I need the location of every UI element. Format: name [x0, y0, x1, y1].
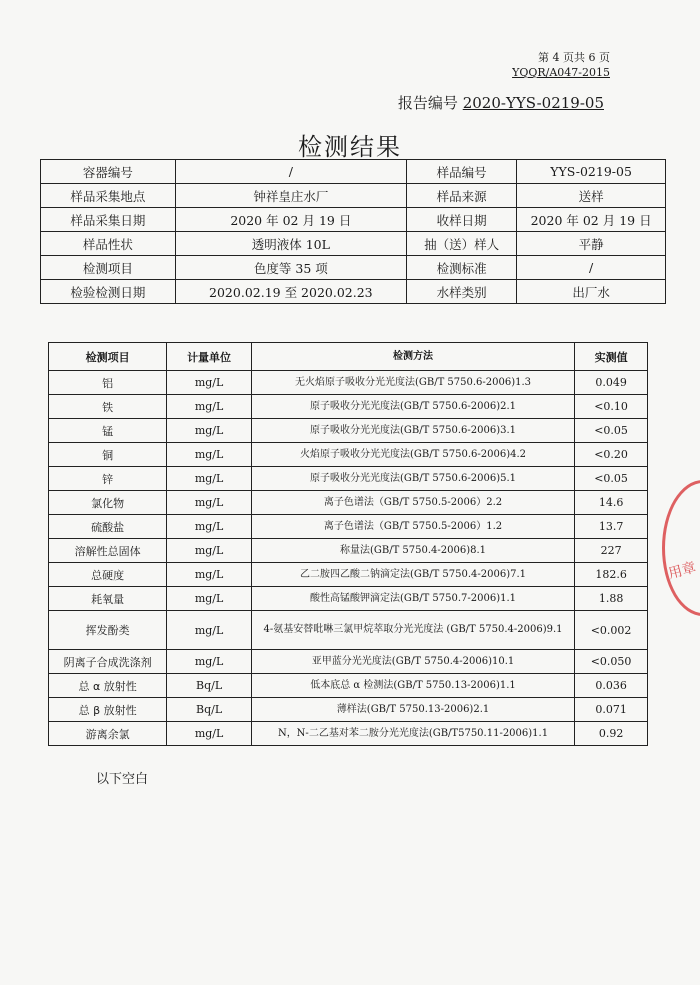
cell-item: 铝: [49, 371, 167, 395]
cell-item: 耗氧量: [49, 587, 167, 611]
info-label: 抽（送）样人: [406, 232, 516, 256]
cell-unit: mg/L: [167, 587, 252, 611]
blank-below-note: 以下空白: [96, 772, 149, 787]
table-row: [49, 587, 648, 611]
info-value: 2020 年 02 月 19 日: [175, 208, 406, 232]
info-label: 样品采集日期: [41, 208, 176, 232]
header-method: 检测方法: [251, 343, 574, 371]
cell-unit: mg/L: [167, 515, 252, 539]
seal-text: 用章: [666, 559, 698, 583]
info-value: 透明液体 10L: [175, 232, 406, 256]
cell-value: 0.036: [575, 674, 648, 698]
cell-method: 乙二胺四乙酸二钠滴定法(GB/T 5750.4-2006)7.1: [251, 563, 574, 587]
cell-method: 离子色谱法（GB/T 5750.5-2006）2.2: [251, 491, 574, 515]
header-item: 检测项目: [49, 343, 167, 371]
info-label: 检测项目: [41, 256, 176, 280]
header-value: 实测值: [575, 343, 648, 371]
page-title: 检测结果: [298, 133, 402, 161]
cell-item: 阴离子合成洗涤剂: [49, 650, 167, 674]
cell-item: 硫酸盐: [49, 515, 167, 539]
page-meta: [512, 50, 610, 80]
cell-method: 低本底总 α 检测法(GB/T 5750.13-2006)1.1: [251, 674, 574, 698]
results-table: [48, 342, 648, 746]
info-row: [41, 184, 666, 208]
cell-method: 亚甲蓝分光光度法(GB/T 5750.4-2006)10.1: [251, 650, 574, 674]
cell-item: 锰: [49, 419, 167, 443]
info-value: 出厂水: [517, 280, 666, 304]
cell-value: 1.88: [575, 587, 648, 611]
info-row: [41, 208, 666, 232]
cell-method: 薄样法(GB/T 5750.13-2006)2.1: [251, 698, 574, 722]
cell-value: <0.002: [575, 611, 648, 650]
info-label: 容器编号: [41, 160, 176, 184]
info-label: 检验检测日期: [41, 280, 176, 304]
cell-item: 游离余氯: [49, 722, 167, 746]
cell-value: <0.10: [575, 395, 648, 419]
report-number-line: [398, 92, 604, 113]
cell-value: 182.6: [575, 563, 648, 587]
cell-value: 14.6: [575, 491, 648, 515]
cell-item: 总 β 放射性: [49, 698, 167, 722]
results-header-row: [49, 343, 648, 371]
cell-method: 离子色谱法（GB/T 5750.5-2006）1.2: [251, 515, 574, 539]
table-row: [49, 563, 648, 587]
cell-method: N，N-二乙基对苯二胺分光光度法(GB/T5750.11-2006)1.1: [251, 722, 574, 746]
cell-unit: mg/L: [167, 467, 252, 491]
cell-unit: mg/L: [167, 563, 252, 587]
info-value: /: [175, 160, 406, 184]
info-value: /: [517, 256, 666, 280]
info-row: [41, 232, 666, 256]
cell-value: 227: [575, 539, 648, 563]
table-row: [49, 539, 648, 563]
cell-item: 铜: [49, 443, 167, 467]
cell-value: <0.05: [575, 419, 648, 443]
cell-method: 原子吸收分光光度法(GB/T 5750.6-2006)5.1: [251, 467, 574, 491]
cell-unit: mg/L: [167, 539, 252, 563]
table-row: [49, 515, 648, 539]
cell-method: 原子吸收分光光度法(GB/T 5750.6-2006)2.1: [251, 395, 574, 419]
table-row: [49, 491, 648, 515]
cell-item: 铁: [49, 395, 167, 419]
cell-value: 0.071: [575, 698, 648, 722]
info-row: [41, 280, 666, 304]
header-unit: 计量单位: [167, 343, 252, 371]
form-code: YQQR/A047-2015: [512, 66, 610, 79]
cell-method: 称量法(GB/T 5750.4-2006)8.1: [251, 539, 574, 563]
table-row: [49, 650, 648, 674]
cell-value: <0.050: [575, 650, 648, 674]
cell-value: <0.05: [575, 467, 648, 491]
table-row: [49, 698, 648, 722]
info-value: 2020.02.19 至 2020.02.23: [175, 280, 406, 304]
cell-item: 总硬度: [49, 563, 167, 587]
table-row: [49, 419, 648, 443]
report-number-label: 报告编号: [397, 94, 458, 112]
info-value: YYS-0219-05: [517, 160, 666, 184]
cell-item: 锌: [49, 467, 167, 491]
table-row: [49, 395, 648, 419]
cell-method: 无火焰原子吸收分光光度法(GB/T 5750.6-2006)1.3: [251, 371, 574, 395]
info-label: 样品性状: [41, 232, 176, 256]
info-value: 送样: [517, 184, 666, 208]
info-value: 平静: [517, 232, 666, 256]
cell-method: 酸性高锰酸钾滴定法(GB/T 5750.7-2006)1.1: [251, 587, 574, 611]
cell-unit: mg/L: [167, 650, 252, 674]
table-row: [49, 467, 648, 491]
cell-unit: mg/L: [167, 491, 252, 515]
info-value: 色度等 35 项: [175, 256, 406, 280]
cell-unit: mg/L: [167, 611, 252, 650]
cell-item: 总 α 放射性: [49, 674, 167, 698]
page-info: 第 4 页共 6 页: [538, 51, 610, 64]
cell-method: 4-氨基安替吡啉三氯甲烷萃取分光光度法 (GB/T 5750.4-2006)9.1: [251, 611, 574, 650]
info-label: 水样类别: [406, 280, 516, 304]
cell-unit: Bq/L: [167, 698, 252, 722]
cell-method: 原子吸收分光光度法(GB/T 5750.6-2006)3.1: [251, 419, 574, 443]
cell-unit: mg/L: [167, 722, 252, 746]
cell-method: 火焰原子吸收分光光度法(GB/T 5750.6-2006)4.2: [251, 443, 574, 467]
info-label: 检测标准: [406, 256, 516, 280]
info-value: 钟祥皇庄水厂: [175, 184, 406, 208]
cell-unit: mg/L: [167, 371, 252, 395]
sample-info-table: [40, 159, 666, 304]
cell-item: 挥发酚类: [49, 611, 167, 650]
cell-value: 0.92: [575, 722, 648, 746]
cell-value: <0.20: [575, 443, 648, 467]
table-row: [49, 674, 648, 698]
cell-item: 氯化物: [49, 491, 167, 515]
cell-unit: mg/L: [167, 443, 252, 467]
report-number: 2020-YYS-0219-05: [462, 94, 604, 112]
info-label: 样品来源: [406, 184, 516, 208]
table-row: [49, 443, 648, 467]
info-label: 收样日期: [406, 208, 516, 232]
official-seal-stamp: [662, 480, 700, 616]
info-value: 2020 年 02 月 19 日: [517, 208, 666, 232]
cell-value: 13.7: [575, 515, 648, 539]
info-label: 样品采集地点: [41, 184, 176, 208]
table-row: [49, 611, 648, 650]
cell-unit: mg/L: [167, 395, 252, 419]
table-row: [49, 371, 648, 395]
cell-unit: mg/L: [167, 419, 252, 443]
table-row: [49, 722, 648, 746]
info-row: [41, 256, 666, 280]
cell-value: 0.049: [575, 371, 648, 395]
info-row: [41, 160, 666, 184]
info-label: 样品编号: [406, 160, 516, 184]
cell-unit: Bq/L: [167, 674, 252, 698]
cell-item: 溶解性总固体: [49, 539, 167, 563]
